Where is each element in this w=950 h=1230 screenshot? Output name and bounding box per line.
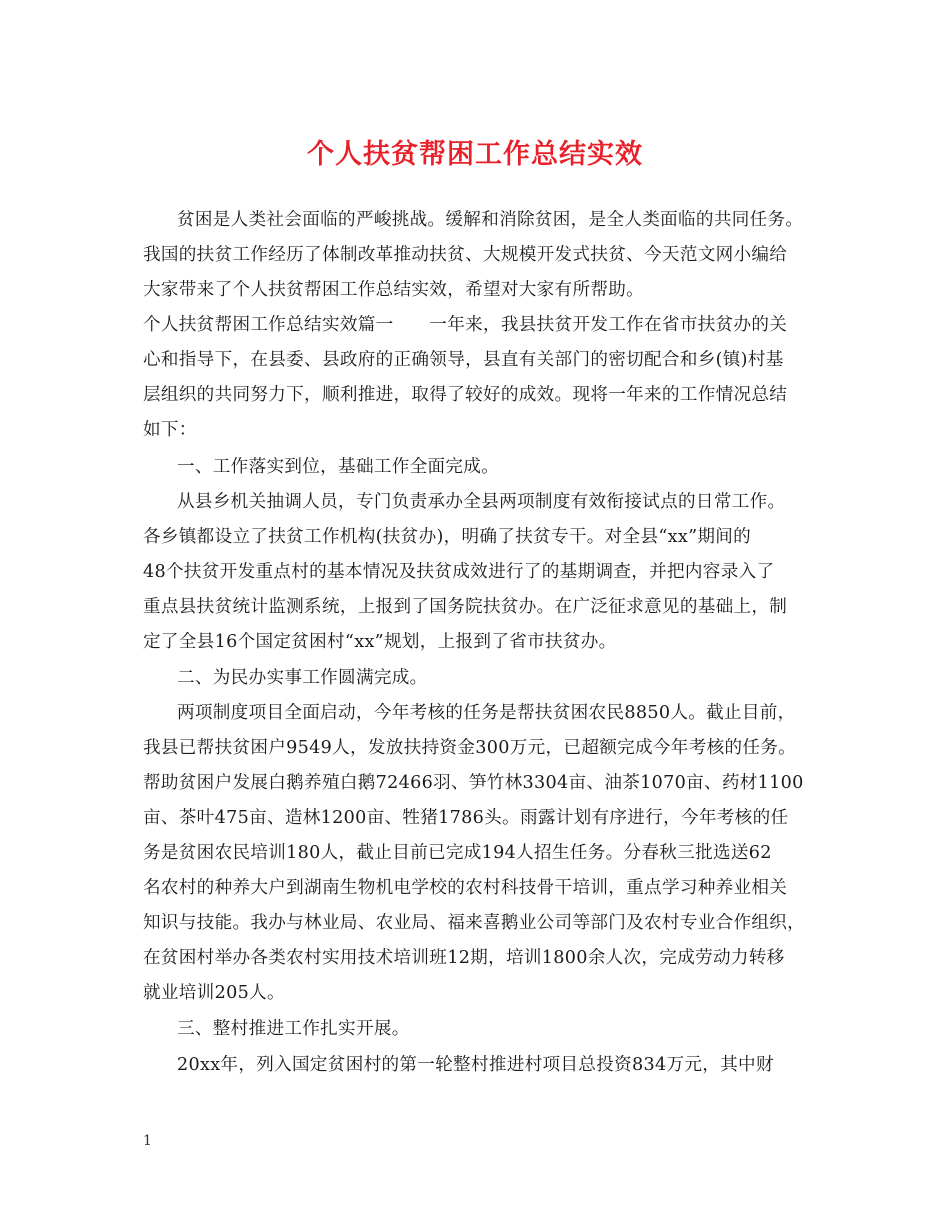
text-line: 个人扶贫帮困工作总结实效篇一 一年来，我县扶贫开发工作在省市扶贫办的关 [143, 315, 788, 335]
text-line: 两项制度项目全面启动，今年考核的任务是帮扶贫困农民8850人。截止目前， [177, 703, 796, 723]
text-line: 务是贫困农民培训180人，截止目前已完成194人招生任务。分春秋三批选送62 [143, 843, 772, 863]
text-line: 在贫困村举办各类农村实用技术培训班12期，培训1800余人次，完成劳动力转移 [143, 948, 785, 968]
text-line: 定了全县16个国定贫困村“xx”规划，上报到了省市扶贫办。 [143, 632, 617, 652]
text-line: 大家带来了个人扶贫帮困工作总结实效，希望对大家有所帮助。 [143, 280, 645, 300]
text-line: 48个扶贫开发重点村的基本情况及扶贫成效进行了的基期调查，并把内容录入了 [143, 562, 775, 582]
text-line: 知识与技能。我办与林业局、农业局、福来喜鹅业公司等部门及农村专业合作组织， [143, 913, 806, 933]
text-line: 各乡镇都设立了扶贫工作机构(扶贫办)，明确了扶贫专干。对全县“xx”期间的 [143, 527, 752, 547]
page-number: 1 [143, 1133, 152, 1149]
text-line: 亩、茶叶475亩、造林1200亩、牲猪1786头。雨露计划有序进行，今年考核的任 [143, 808, 789, 828]
text-line: 心和指导下，在县委、县政府的正确领导，县直有关部门的密切配合和乡(镇)村基 [143, 350, 784, 370]
text-line: 层组织的共同努力下，顺利推进，取得了较好的成效。现将一年来的工作情况总结 [143, 385, 788, 405]
text-line: 贫困是人类社会面临的严峻挑战。缓解和消除贫困，是全人类面临的共同任务。 [177, 210, 804, 230]
text-line: 名农村的种养大户到湖南生物机电学校的农村科技骨干培训，重点学习种养业相关 [143, 878, 788, 898]
text-line: 就业培训205人。 [143, 983, 285, 1003]
text-line: 20xx年，列入国定贫困村的第一轮整村推进村项目总投资834万元，其中财 [177, 1055, 774, 1075]
text-line: 我国的扶贫工作经历了体制改革推动扶贫、大规模开发式扶贫、今天范文网小编给 [143, 245, 788, 265]
document-title: 个人扶贫帮困工作总结实效 [307, 139, 643, 170]
text-line: 帮助贫困户发展白鹅养殖白鹅72466羽、笋竹林3304亩、油茶1070亩、药材1100 [143, 773, 804, 793]
text-line: 重点县扶贫统计监测系统，上报到了国务院扶贫办。在广泛征求意见的基础上，制 [143, 597, 788, 617]
section-heading: 一、工作落实到位，基础工作全面完成。 [177, 457, 500, 477]
section-heading: 二、为民办实事工作圆满完成。 [177, 668, 428, 688]
section-heading: 三、整村推进工作扎实开展。 [177, 1019, 410, 1039]
text-line: 我县已帮扶贫困户9549人，发放扶持资金300万元，已超额完成今年考核的任务。 [143, 738, 797, 758]
text-line: 从县乡机关抽调人员，专门负责承办全县两项制度有效衔接试点的日常工作。 [177, 492, 786, 512]
text-line: 如下： [143, 420, 197, 440]
